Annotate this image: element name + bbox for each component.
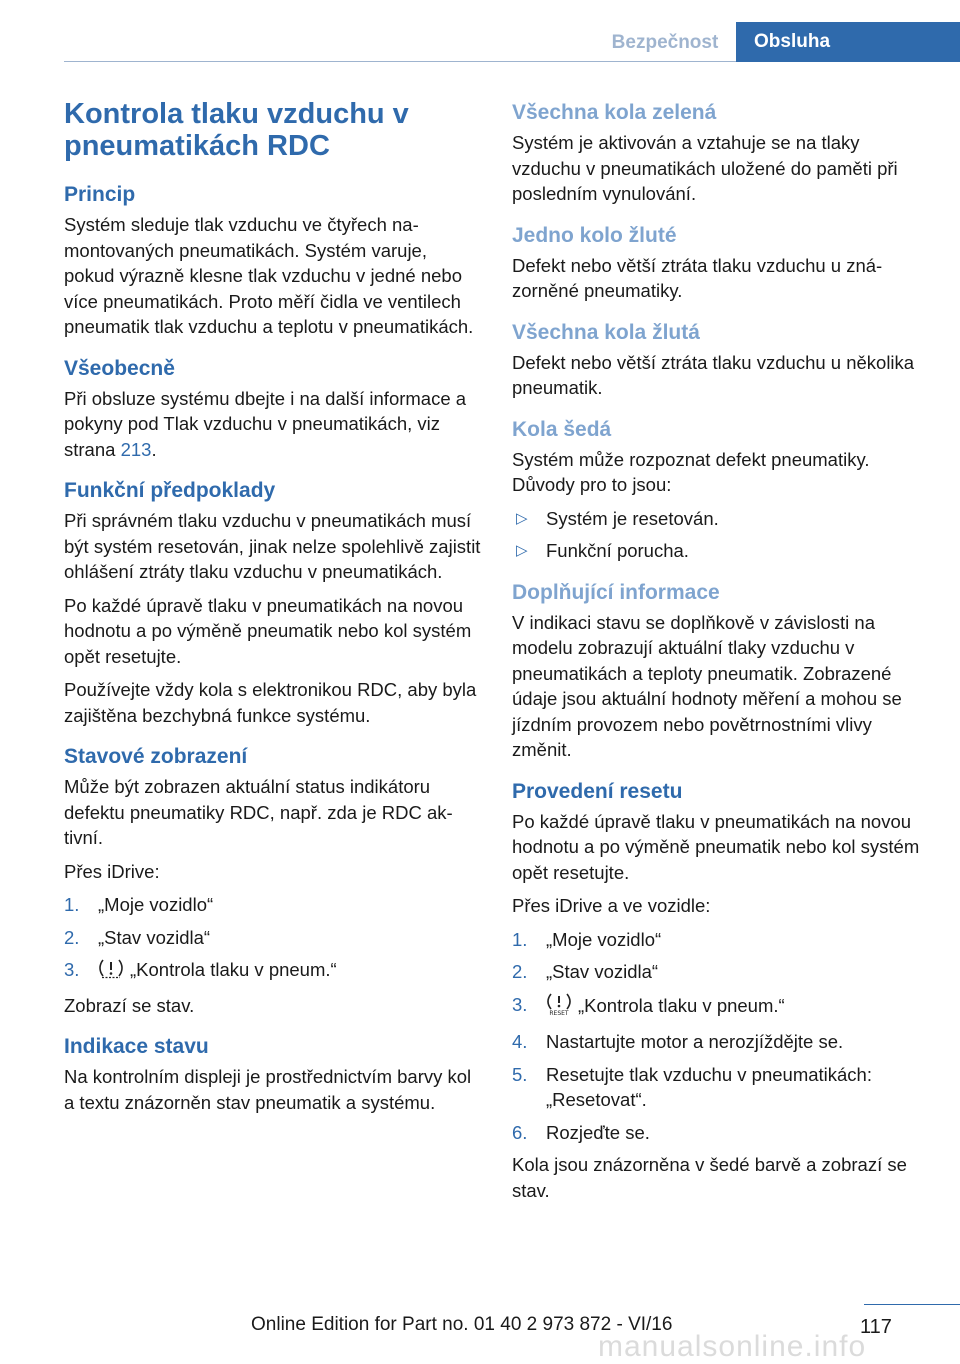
text-zluta: Defekt nebo větší ztráta tlaku vzduchu u několika pneumatik. xyxy=(512,351,915,398)
tab-obsluha[interactable]: Obsluha xyxy=(736,22,960,62)
bullets-seda xyxy=(512,506,930,564)
tire-pressure-reset-icon xyxy=(546,992,572,1023)
watermark: manualsonline.info xyxy=(598,1330,867,1363)
text-jedno: Defekt nebo větší ztráta tlaku vzduchu u znázorněné pneumatiky. xyxy=(512,254,883,301)
heading-doplnujici: Doplňující informace xyxy=(512,580,720,604)
heading-seda: Kola šedá xyxy=(512,417,612,441)
left-column xyxy=(64,98,482,1131)
text-zelena: Systém je aktivován a vztahuje se na tlaky vzduchu v pneumatikách uložené do paměti při posledním vynulování. xyxy=(512,132,898,204)
triangle-bullet-icon: ▷ xyxy=(516,509,528,527)
heading-funkcni: Funkční předpoklady xyxy=(64,479,276,502)
step-text: „Stav vozidla“ xyxy=(546,961,659,982)
text-reset-2: Přes iDrive a ve vozidle: xyxy=(512,895,711,916)
step-text: „Kontrola tlaku v pneum.“ xyxy=(578,994,785,1016)
step-number: 2. xyxy=(64,926,80,948)
section-funkcni xyxy=(64,478,482,728)
heading-indikace: Indikace stavu xyxy=(64,1035,209,1058)
section-zluta xyxy=(512,320,930,401)
steps-stavove xyxy=(64,892,482,986)
list-item xyxy=(512,959,930,985)
text-seda: Systém může rozpoznat defekt pneumatiky. Důvody pro to jsou: xyxy=(512,448,870,495)
step-number: 4. xyxy=(512,1031,528,1052)
text-stavove-2: Přes iDrive: xyxy=(64,860,160,882)
section-indikace xyxy=(64,1034,482,1115)
text-funkcni-2: Po každé úpravě tlaku v pneumatikách na novou hodnotu a po výměně pneumatik nebo kol systém opět resetujte. xyxy=(64,594,472,667)
list-item xyxy=(512,992,930,1023)
step-number: 6. xyxy=(512,1121,528,1143)
tab-bezpecnost[interactable]: Bezpečnost xyxy=(611,32,719,53)
step-text: Resetujte tlak vzduchu v pneumatikách: „Resetovat“. xyxy=(546,1063,872,1110)
reset-icon-label: RESET xyxy=(549,1009,569,1016)
text-reset-1: Po každé úpravě tlaku v pneumatikách na novou hodnotu a po výměně pneumatik nebo kol systém opět resetujte. xyxy=(512,810,920,883)
text-vseobecne xyxy=(64,386,482,463)
text-funkcni-1: Při správném tlaku vzduchu v pneumatikách musí být systém resetován, jinak nelze spolehlivě zajistit ohlášení ztráty tlaku vzduchu v pneumatikách. xyxy=(64,510,481,582)
steps-reset xyxy=(512,927,930,1146)
step-number: 1. xyxy=(64,894,80,915)
list-item xyxy=(64,957,482,986)
edition-footer: Online Edition for Part no. 01 40 2 973 872 - VI/16 xyxy=(251,1314,673,1335)
step-number: 5. xyxy=(512,1063,528,1085)
list-item xyxy=(512,1029,930,1055)
page-link-213[interactable]: 213 xyxy=(120,438,152,460)
step-number: 2. xyxy=(512,961,528,982)
section-stavove xyxy=(64,744,482,1018)
list-item xyxy=(512,1062,930,1113)
bullet-text: Systém je resetován. xyxy=(546,507,719,529)
heading-zluta: Všechna kola žlutá xyxy=(512,320,700,344)
list-item xyxy=(512,927,930,953)
triangle-bullet-icon: ▷ xyxy=(516,542,528,559)
bullet-text: Funkční porucha. xyxy=(546,540,689,561)
section-doplnujici xyxy=(512,580,930,763)
list-item xyxy=(64,892,482,918)
step-number: 1. xyxy=(512,928,528,950)
step-text: „Stav vozidla“ xyxy=(98,926,211,948)
text-doplnujici: V indikaci stavu se doplňkově v závislosti na modelu zobrazují aktuální tlaky vzduchu v pneumatikách a teploty pneumatik. Zobrazené údaje jsou aktuální hodnoty měření a mohou se jízdním provozem nebo povětrnostními vlivy změnit. xyxy=(512,611,902,760)
footer-rule xyxy=(864,1304,960,1305)
heading-princip: Princip xyxy=(64,183,136,206)
list-item xyxy=(64,925,482,951)
section-reset xyxy=(512,779,930,1204)
text-indikace: Na kontrolním displeji je prostřednictvím barvy kol a textu znázorněn stav pneumatik a systému. xyxy=(64,1066,472,1113)
step-text: Nastartujte motor a nerozjíždějte se. xyxy=(546,1031,844,1052)
text-reset-3: Kola jsou znázorněna v šedé barvě a zobrazí se stav. xyxy=(512,1154,907,1201)
page-title: Kontrola tlaku vzduchu v pneumatikách RDC xyxy=(64,98,409,162)
list-item xyxy=(512,506,930,532)
step-number: 3. xyxy=(64,959,80,980)
list-item xyxy=(512,538,930,564)
section-zelena xyxy=(512,100,930,207)
step-text: Rozjeďte se. xyxy=(546,1121,650,1143)
tire-pressure-icon xyxy=(98,957,124,986)
right-column xyxy=(512,100,930,1219)
heading-vseobecne: Všeobecně xyxy=(64,356,175,380)
step-text: „Moje vozidlo“ xyxy=(546,928,662,950)
text-stavove-1: Může být zobrazen aktuální status indikátoru defektu pneumatiky RDC, např. zda je RDC aktivní. xyxy=(64,776,453,848)
text-vseobecne-end: . xyxy=(151,438,157,460)
step-text: „Moje vozidlo“ xyxy=(98,894,214,915)
heading-jedno: Jedno kolo žluté xyxy=(512,223,677,247)
step-number: 3. xyxy=(512,993,528,1015)
text-stavove-3: Zobrazí se stav. xyxy=(64,994,195,1016)
section-vseobecne xyxy=(64,356,482,463)
text-vseobecne-body: Při obsluze systému dbejte i na další informace a pokyny pod Tlak vzduchu v pneumatikách, viz strana xyxy=(64,387,467,460)
heading-stavove: Stavové zobrazení xyxy=(64,745,248,768)
section-princip xyxy=(64,182,482,340)
heading-reset: Provedení resetu xyxy=(512,779,683,803)
step-text: „Kontrola tlaku v pneum.“ xyxy=(130,959,337,981)
heading-zelena: Všechna kola zelená xyxy=(512,101,717,124)
text-princip: Systém sleduje tlak vzduchu ve čtyřech namontovaných pneumatikách. Systém varuje, pokud výrazně klesne tlak vzduchu v jedné nebo více pneumatikách. Proto měří čidla ve ventilech pneumatik tlak vzduchu a teplotu v pneumatikách. xyxy=(64,214,474,337)
section-jedno xyxy=(512,223,930,304)
section-seda xyxy=(512,417,930,564)
text-funkcni-3: Používejte vždy kola s elektronikou RDC, aby byla zajištěna bezchybná funkce systému. xyxy=(64,679,477,726)
page-number: 117 xyxy=(860,1316,892,1338)
list-item xyxy=(512,1120,930,1146)
